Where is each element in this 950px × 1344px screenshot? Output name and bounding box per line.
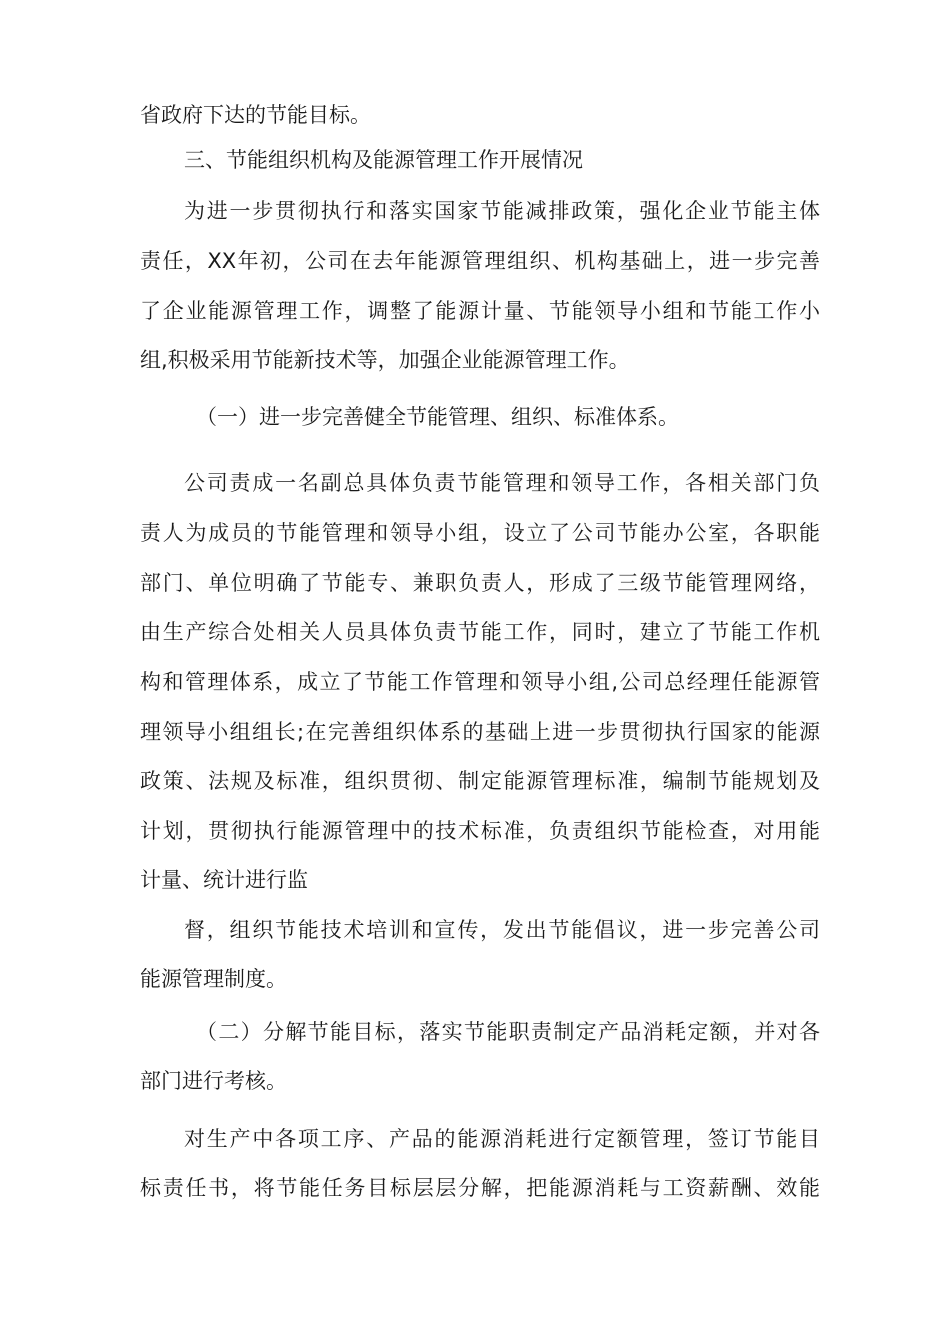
paragraph-line: 公司责成一名副总具体负责节能管理和领导工作，各相关部门负 bbox=[184, 471, 820, 495]
paragraph-line: 政策、法规及标准，组织贯彻、制定能源管理标准，编制节能规划及 bbox=[140, 769, 820, 793]
paragraph-line: 标责任书，将节能任务目标层层分解，把能源消耗与工资薪酬、效能 bbox=[140, 1176, 820, 1200]
paragraph-line: 由生产综合处相关人员具体负责节能工作，同时，建立了节能工作机 bbox=[140, 620, 820, 644]
section-heading: 三、节能组织机构及能源管理工作开展情况 bbox=[184, 148, 583, 172]
paragraph-line: 部门、单位明确了节能专、兼职负责人，形成了三级节能管理网络， bbox=[140, 571, 820, 595]
paragraph-line: 了企业能源管理工作，调整了能源计量、节能领导小组和节能工作小 bbox=[140, 299, 820, 323]
paragraph-line: 对生产中各项工序、产品的能源消耗进行定额管理，签订节能目 bbox=[184, 1127, 820, 1151]
paragraph-line: 能源管理制度。 bbox=[140, 967, 287, 991]
paragraph-line: 计量、统计进行监 bbox=[140, 868, 308, 892]
paragraph-line: 计划，贯彻执行能源管理中的技术标准，负责组织节能检查，对用能 bbox=[140, 819, 820, 843]
paragraph-line: 省政府下达的节能目标。 bbox=[140, 103, 371, 127]
paragraph-line: 督，组织节能技术培训和宣传，发出节能倡议，进一步完善公司 bbox=[184, 918, 820, 942]
paragraph-line: 责任，XX年初，公司在去年能源管理组织、机构基础上，进一步完善 bbox=[140, 249, 820, 273]
subsection-heading-continued: 部门进行考核。 bbox=[140, 1069, 287, 1093]
paragraph-line: 构和管理体系，成立了节能工作管理和领导小组,公司总经理任能源管 bbox=[140, 670, 820, 694]
paragraph-line: 为进一步贯彻执行和落实国家节能减排政策，强化企业节能主体 bbox=[184, 199, 820, 223]
paragraph-line: 理领导小组组长;在完善组织体系的基础上进一步贯彻执行国家的能源 bbox=[140, 720, 820, 744]
paragraph-line: 责人为成员的节能管理和领导小组，设立了公司节能办公室，各职能 bbox=[140, 521, 820, 545]
subsection-heading: （二）分解节能目标，落实节能职责制定产品消耗定额，并对各 bbox=[196, 1020, 820, 1044]
paragraph-line: 组,积极采用节能新技术等，加强企业能源管理工作。 bbox=[140, 348, 630, 372]
subsection-heading: （一）进一步完善健全节能管理、组织、标准体系。 bbox=[196, 405, 679, 429]
